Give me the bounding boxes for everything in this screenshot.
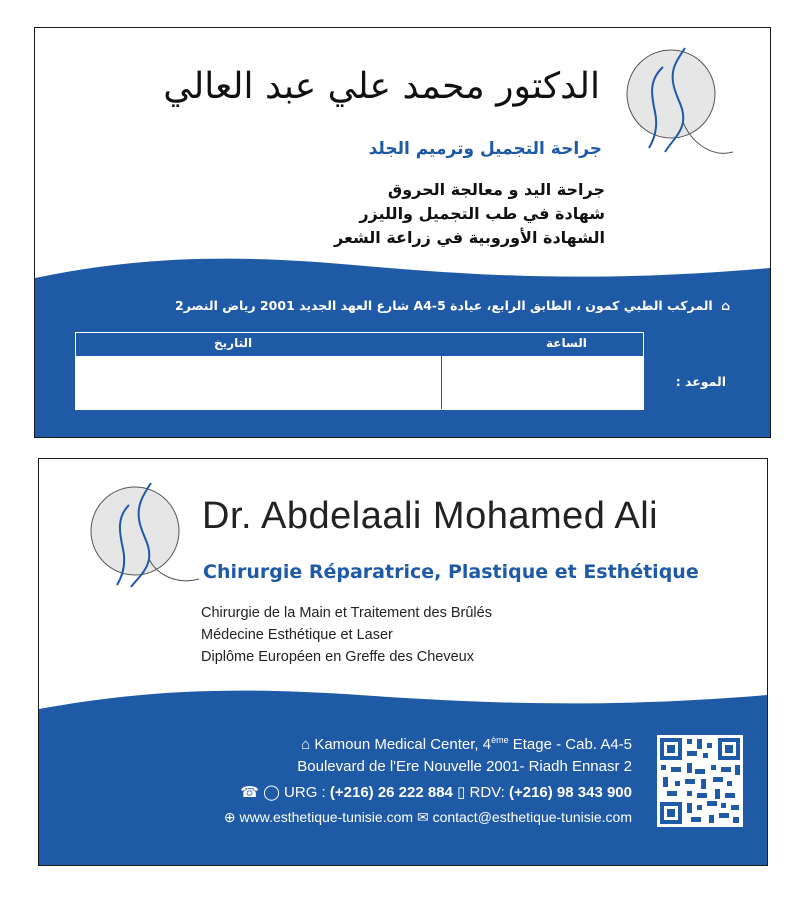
- urg-label: URG :: [284, 784, 330, 801]
- address-arabic-text: المركب الطبي كمون ، الطابق الرابع، عيادة A4-5 شارع العهد الجديد 2001 رياض النصر2: [175, 298, 713, 313]
- globe-icon: ⊕: [223, 809, 236, 825]
- service-line-2-arabic: شهادة في طب التجميل والليزر: [359, 204, 605, 223]
- french-business-card: [38, 458, 768, 866]
- email-link[interactable]: contact@esthetique-tunisie.com: [432, 809, 632, 825]
- service-line-2-french: Médecine Esthétique et Laser: [201, 627, 393, 643]
- address-line-1: [301, 735, 632, 753]
- service-line-1-arabic: جراحة اليد و معالجة الحروق: [387, 180, 605, 199]
- doctor-name-french: Dr. Abdelaali Mohamed Ali: [202, 495, 659, 537]
- specialty-arabic: جراحة التجميل وترميم الجلد: [368, 139, 602, 159]
- floor-superscript: ème: [491, 735, 509, 745]
- doctor-name-arabic: الدكتور محمد علي عبد العالي: [163, 66, 600, 107]
- service-line-3-french: Diplôme Européen en Greffe des Cheveux: [201, 649, 474, 665]
- address-line-1-text-post: Etage - Cab. A4-5: [508, 736, 632, 753]
- phone-icon: ☎: [240, 784, 259, 801]
- website-link[interactable]: www.esthetique-tunisie.com: [239, 809, 414, 825]
- rdv-label: RDV:: [469, 784, 509, 801]
- time-header: الساعة: [546, 336, 587, 350]
- logo-icon: [621, 42, 741, 162]
- arabic-business-card: [34, 27, 771, 438]
- address-line-2: Boulevard de l'Ere Nouvelle 2001- Riadh Ennasr 2: [297, 758, 632, 775]
- service-line-3-arabic: الشهادة الأوروبية في زراعة الشعر: [334, 228, 605, 247]
- date-header: التاريخ: [214, 336, 253, 350]
- appointment-table: [75, 332, 644, 410]
- urg-phone[interactable]: (+216) 26 222 884: [329, 784, 453, 801]
- qr-code-icon[interactable]: [657, 735, 743, 827]
- address-line-1-text-pre: Kamoun Medical Center, 4: [314, 736, 492, 753]
- home-icon: ⌂: [301, 736, 311, 753]
- service-line-1-french: Chirurgie de la Main et Traitement des Brûlés: [201, 605, 492, 621]
- mobile-icon: ▯: [457, 784, 466, 801]
- address-arabic: [175, 298, 730, 313]
- web-line: [224, 809, 632, 826]
- date-column-divider: [76, 333, 442, 409]
- envelope-icon: ✉: [416, 809, 429, 825]
- specialty-french: Chirurgie Réparatrice, Plastique et Esthétique: [203, 561, 699, 583]
- appointment-label: الموعد :: [675, 374, 726, 389]
- whatsapp-icon: ◯: [263, 784, 280, 801]
- rdv-phone[interactable]: (+216) 98 343 900: [508, 784, 632, 801]
- phone-line: [240, 783, 632, 801]
- logo-icon: [73, 475, 203, 595]
- home-icon: ⌂: [721, 298, 730, 313]
